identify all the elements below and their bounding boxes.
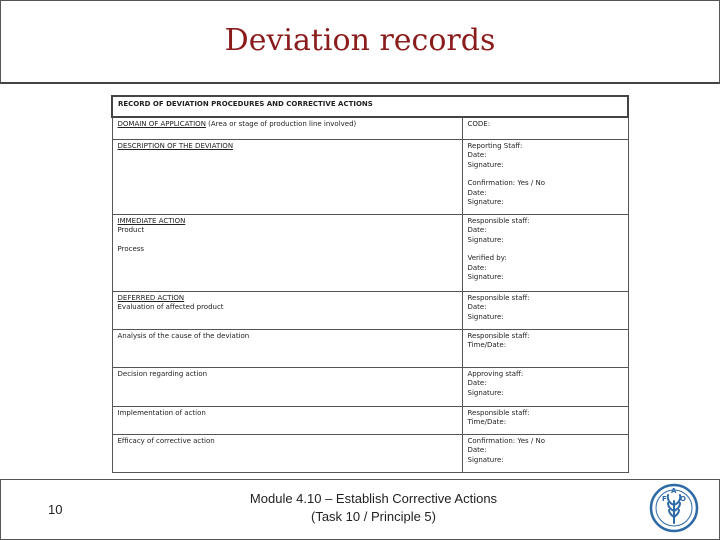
deferred-responsible-cell <box>462 291 628 329</box>
immediate-responsible-cell <box>462 214 628 291</box>
fao-logo-icon <box>649 483 699 533</box>
deferred-responsible-staff-label: Responsible staff: <box>467 293 530 302</box>
description-cell <box>112 139 462 214</box>
analysis-responsible-cell <box>462 329 628 367</box>
deviation-record-form <box>111 95 629 473</box>
immediate-product-label: Product <box>117 226 145 234</box>
reporting-cell <box>462 139 628 214</box>
approving-date-label: Date: <box>467 379 487 387</box>
domain-label: DOMAIN OF APPLICATION <box>117 120 206 128</box>
immediate-process-label: Process <box>117 244 145 253</box>
responsible-date-label: Date: <box>467 226 487 234</box>
logo-letter-a: A <box>671 487 677 495</box>
verified-by-label: Verified by: <box>467 254 507 262</box>
title-bar <box>0 0 720 84</box>
code-cell <box>462 117 628 139</box>
footer-task-line: (Task 10 / Principle 5) <box>311 509 436 524</box>
implementation-time-date-label: Time/Date: <box>467 418 507 426</box>
footer-bar <box>0 479 720 540</box>
implementation-label: Implementation of action <box>117 408 206 417</box>
confirmation-date-label: Date: <box>467 188 487 197</box>
deferred-responsible-signature-label: Signature: <box>467 312 504 321</box>
responsible-signature-label: Signature: <box>467 235 504 244</box>
implementation-responsible-cell <box>462 406 628 434</box>
implementation-cell <box>112 406 462 434</box>
footer-module-line: Module 4.10 – Establish Corrective Actions <box>249 491 498 506</box>
reporting-date-label: Date: <box>467 151 487 159</box>
verified-date-label: Date: <box>467 263 487 272</box>
verified-signature-label: Signature: <box>467 273 504 281</box>
deferred-action-cell <box>112 291 462 329</box>
deferred-evaluation-label: Evaluation of affected product <box>117 303 224 311</box>
slide-title: Deviation records <box>224 23 496 58</box>
efficacy-confirmation-cell <box>462 434 628 472</box>
analysis-time-date-label: Time/Date: <box>467 341 507 349</box>
approving-staff-label: Approving staff: <box>467 369 524 378</box>
efficacy-confirmation-label: Confirmation: Yes / No <box>467 436 545 445</box>
reporting-signature-label: Signature: <box>467 160 504 169</box>
analysis-cell <box>112 329 462 367</box>
analysis-responsible-staff-label: Responsible staff: <box>467 331 530 340</box>
implementation-responsible-staff-label: Responsible staff: <box>467 408 530 417</box>
code-label: CODE: <box>467 120 491 128</box>
decision-label: Decision regarding action <box>117 369 208 378</box>
confirmation-signature-label: Signature: <box>467 198 504 206</box>
logo-letter-o: O <box>680 495 686 503</box>
page-number: 10 <box>48 502 63 517</box>
immediate-action-label: IMMEDIATE ACTION <box>117 216 186 225</box>
confirmation-label: Confirmation: Yes / No <box>467 179 545 187</box>
domain-note: (Area or stage of production line involved) <box>205 120 357 128</box>
approving-signature-label: Signature: <box>467 388 504 397</box>
deferred-action-label: DEFERRED ACTION <box>117 293 185 302</box>
analysis-label: Analysis of the cause of the deviation <box>117 331 250 340</box>
domain-cell <box>112 117 462 139</box>
form-header: RECORD OF DEVIATION PROCEDURES AND CORRECTIVE ACTIONS <box>112 96 628 117</box>
approving-cell <box>462 367 628 406</box>
logo-letter-f: F <box>662 495 667 503</box>
footer-caption <box>231 490 516 526</box>
efficacy-label: Efficacy of corrective action <box>117 436 215 445</box>
immediate-action-cell <box>112 214 462 291</box>
reporting-staff-label: Reporting Staff: <box>467 141 523 150</box>
decision-cell <box>112 367 462 406</box>
efficacy-date-label: Date: <box>467 446 487 454</box>
responsible-staff-label: Responsible staff: <box>467 216 530 225</box>
description-label: DESCRIPTION OF THE DEVIATION <box>117 141 234 150</box>
deferred-responsible-date-label: Date: <box>467 303 487 311</box>
efficacy-cell <box>112 434 462 472</box>
efficacy-signature-label: Signature: <box>467 455 504 464</box>
